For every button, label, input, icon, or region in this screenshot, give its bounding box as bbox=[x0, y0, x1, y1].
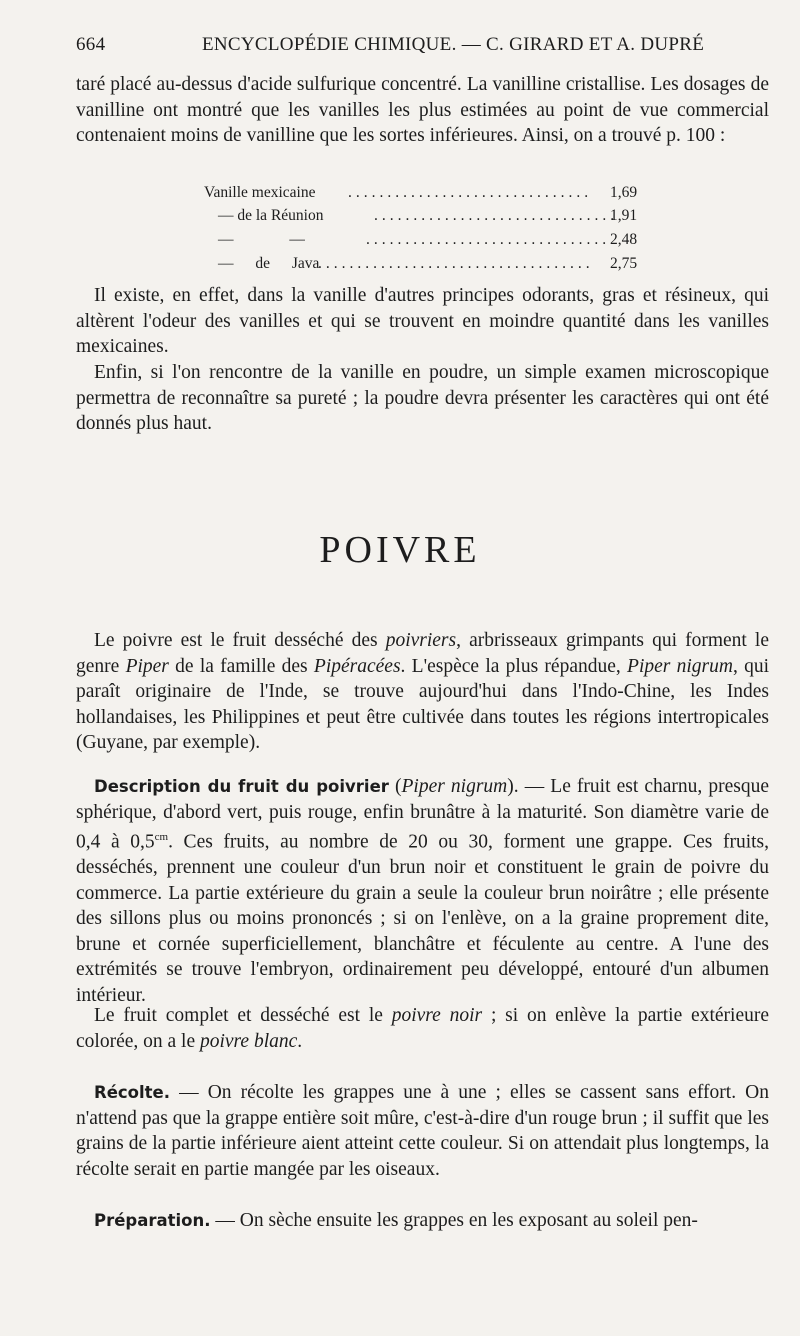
paragraph-description: Description du fruit du poivrier (Piper nigrum). — Le fruit est charnu, presque sphérique, d'abord vert, puis rouge, enfin brunâtre à la maturité. Son diamètre varie de 0,4 à $0,5^{cm}$. Ces fruits, au nombre de 20 ou 30, forment une grappe. Ces fruits, desséchés, prennent une couleur d'un brun noir et constituent le grain de poivre du commerce. La partie extérieure du grain a seule la couleur brun noirâtre ; elle présente des sillons plus ou moins prononcés ; si on l'enlève, on a la graine proprement dite, brune et cornée superficiellement, blanchâtre et féculente au centre. A l'une des extrémités se trouve l'embryon, ordinairement peu développé, entouré d'un albumen intérieur. bbox=[76, 776, 769, 1006]
section-title: POIVRE bbox=[319, 529, 481, 571]
italic-term: poivre blanc bbox=[199, 1030, 298, 1052]
italic-term: poivriers bbox=[385, 630, 457, 651]
table-row bbox=[0, 184, 800, 206]
run-in-heading: Description du fruit du poivrier bbox=[94, 777, 389, 796]
page-number: 664 bbox=[76, 34, 106, 55]
italic-term: Piper bbox=[125, 655, 169, 677]
row-value: 2,48 bbox=[610, 231, 638, 248]
dot-leader: ............................... bbox=[374, 207, 619, 224]
paragraph-poivre-intro: Le poivre est le fruit desséché des poivriers, arbrisseaux grimpants qui forment le genre Piper de la famille des Pipéracées. L'espèce la plus répandue, Piper nigrum, qui paraît originaire de l'Inde, se trouve aujourd'hui dans l'Indo-Chine, les Indes hollandaises, les Philippines et peut être cultivée dans toutes les régions intertropicales (Guyane, par exemple). bbox=[76, 630, 770, 753]
paragraph-fruit-complet: Le fruit complet et desséché est le poivre noir ; si on enlève la partie extérieure colorée, on a le poivre blanc. bbox=[76, 1005, 770, 1052]
running-title: ENCYCLOPÉDIE CHIMIQUE. — C. GIRARD ET A. DUPRÉ bbox=[202, 34, 705, 55]
unit-superscript: cm bbox=[154, 831, 169, 843]
italic-term: poivre noir bbox=[391, 1005, 483, 1026]
paragraph-enfin: Enfin, si l'on rencontre de la vanille en poudre, un simple examen microscopique permettra de reconnaître sa pureté ; la poudre devra présenter les caractères qui ont été donnés plus haut. bbox=[76, 362, 769, 434]
intro-paragraph: taré placé au-dessus d'acide sulfurique concentré. La vanilline cristallise. Les dosages de vanilline ont montré que les vanilles les plus estimées au point de vue commercial contenaient moins de vanilline que les sortes inférieures. Ainsi, on a trouvé p. 100 : bbox=[76, 74, 769, 146]
row-value: 1,91 bbox=[610, 207, 638, 224]
italic-term: Pipéracées bbox=[313, 655, 401, 677]
table-row bbox=[0, 255, 800, 277]
paragraph-preparation: Préparation. — On sèche ensuite les grappes en les exposant au soleil pen- bbox=[94, 1210, 698, 1231]
paragraph-recolte: Récolte. — On récolte les grappes une à une ; elles se cassent sans effort. On n'attend pas que la grappe entière soit mûre, c'est-à-dire d'un rouge brun ; il suffit que les grains de la partie inférieure aient atteint cette couleur. Si on attendait plus longtemps, la récolte serait en partie mangée par les oiseaux. bbox=[76, 1082, 769, 1180]
dot-leader: ................................... bbox=[318, 255, 594, 272]
table-row bbox=[0, 231, 800, 253]
row-label: — de Java bbox=[218, 255, 320, 272]
row-label: — de la Réunion bbox=[218, 207, 324, 224]
run-in-heading: Préparation. bbox=[94, 1211, 211, 1230]
row-value: 1,69 bbox=[610, 184, 638, 201]
row-label: — — bbox=[218, 231, 305, 248]
italic-term: Piper nigrum bbox=[401, 776, 508, 797]
table-row bbox=[0, 207, 800, 229]
dot-leader: ............................... bbox=[348, 184, 593, 201]
dot-leader: ............................... bbox=[366, 231, 611, 248]
row-label: Vanille mexicaine bbox=[204, 184, 316, 201]
row-value: 2,75 bbox=[610, 255, 638, 272]
run-in-heading: Récolte. bbox=[94, 1083, 171, 1102]
italic-term: Piper nigrum bbox=[627, 655, 733, 677]
paragraph-odorants: Il existe, en effet, dans la vanille d'autres principes odorants, gras et résineux, qui altèrent l'odeur des vanilles et qui se trouvent en moindre quantité dans les vanilles mexicaines. bbox=[76, 285, 769, 357]
